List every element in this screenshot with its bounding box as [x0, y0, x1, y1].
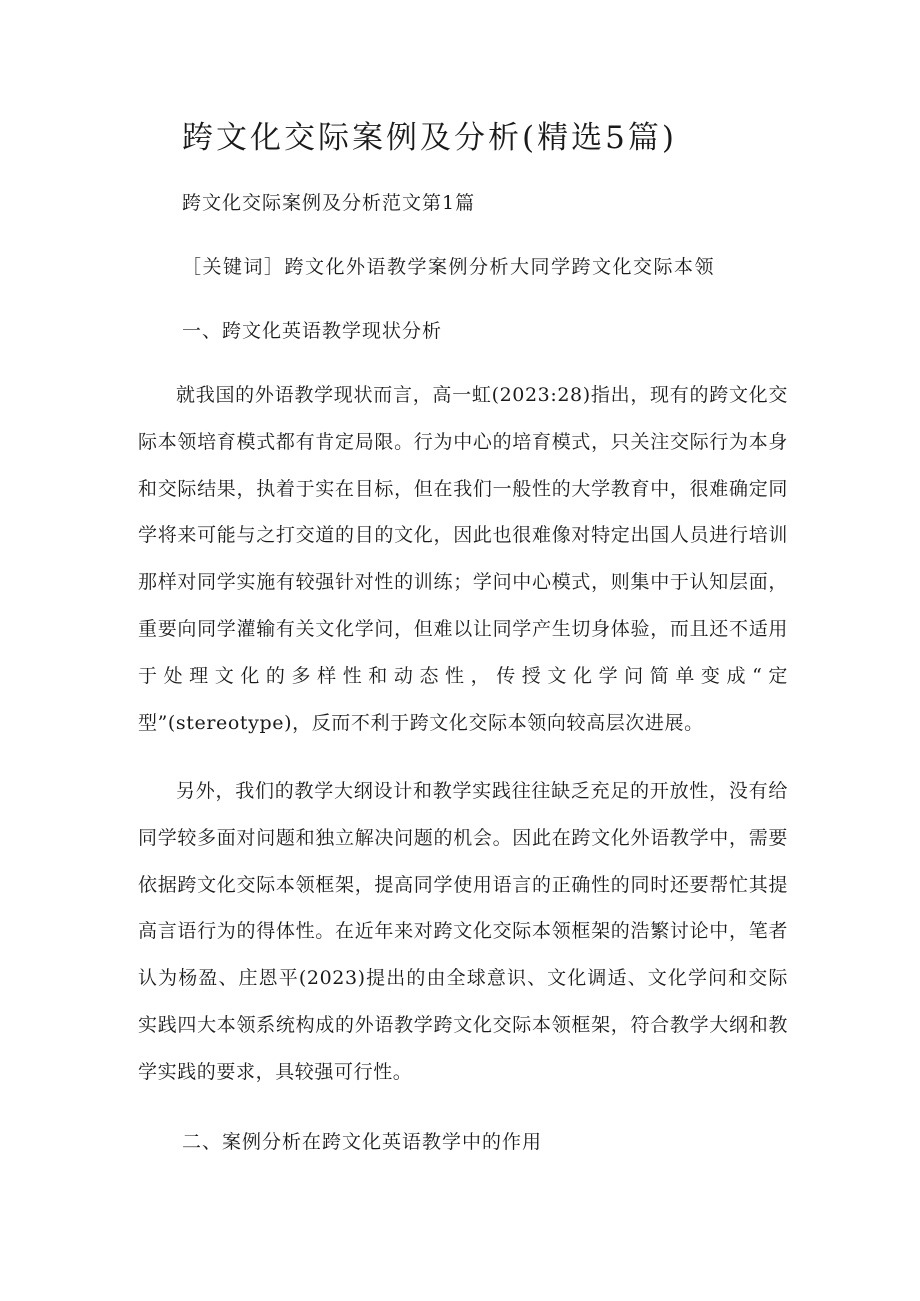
- paragraph-2: 另外，我们的教学大纲设计和教学实践往往缺乏充足的开放性，没有给同学较多面对问题和独立解决问题的机会。因此在跨文化外语教学中，需要依据跨文化交际本领框架，提高同学使用语言的正确性的同时还要帮忙其提高言语行为的得体性。在近年来对跨文化交际本领框架的浩繁讨论中，笔者认为杨盈、庄恩平(2023)提出的由全球意识、文化调适、文化学问和交际实践四大本领系统构成的外语教学跨文化交际本领框架，符合教学大纲和教学实践的要求，具较强可行性。: [138, 780, 788, 1083]
- section-heading-2: 二、案例分析在跨文化英语教学中的作用: [182, 1131, 543, 1153]
- keywords-line: ［关键词］跨文化外语教学案例分析大同学跨文化交际本领: [182, 256, 716, 278]
- document-title: 跨文化交际案例及分析(精选5篇): [182, 120, 677, 156]
- document-subtitle: 跨文化交际案例及分析范文第1篇: [182, 192, 476, 214]
- section-heading-1: 一、跨文化英语教学现状分析: [182, 320, 443, 342]
- paragraph-1: 就我国的外语教学现状而言，高一虹(2023:28)指出，现有的跨文化交际本领培育模式都有肯定局限。行为中心的培育模式，只关注交际行为本身和交际结果，执着于实在目标，但在我们一般性的大学教育中，很难确定同学将来可能与之打交道的目的文化，因此也很难像对特定出国人员进行培训那样对同学实施有较强针对性的训练；学问中心模式，则集中于认知层面，重要向同学灌输有关文化学问，但难以让同学产生切身体验，而且还不适用于处理文化的多样性和动态性，传授文化学问简单变成“定型”(stereotype)，反而不利于跨文化交际本领向较高层次进展。: [138, 384, 788, 734]
